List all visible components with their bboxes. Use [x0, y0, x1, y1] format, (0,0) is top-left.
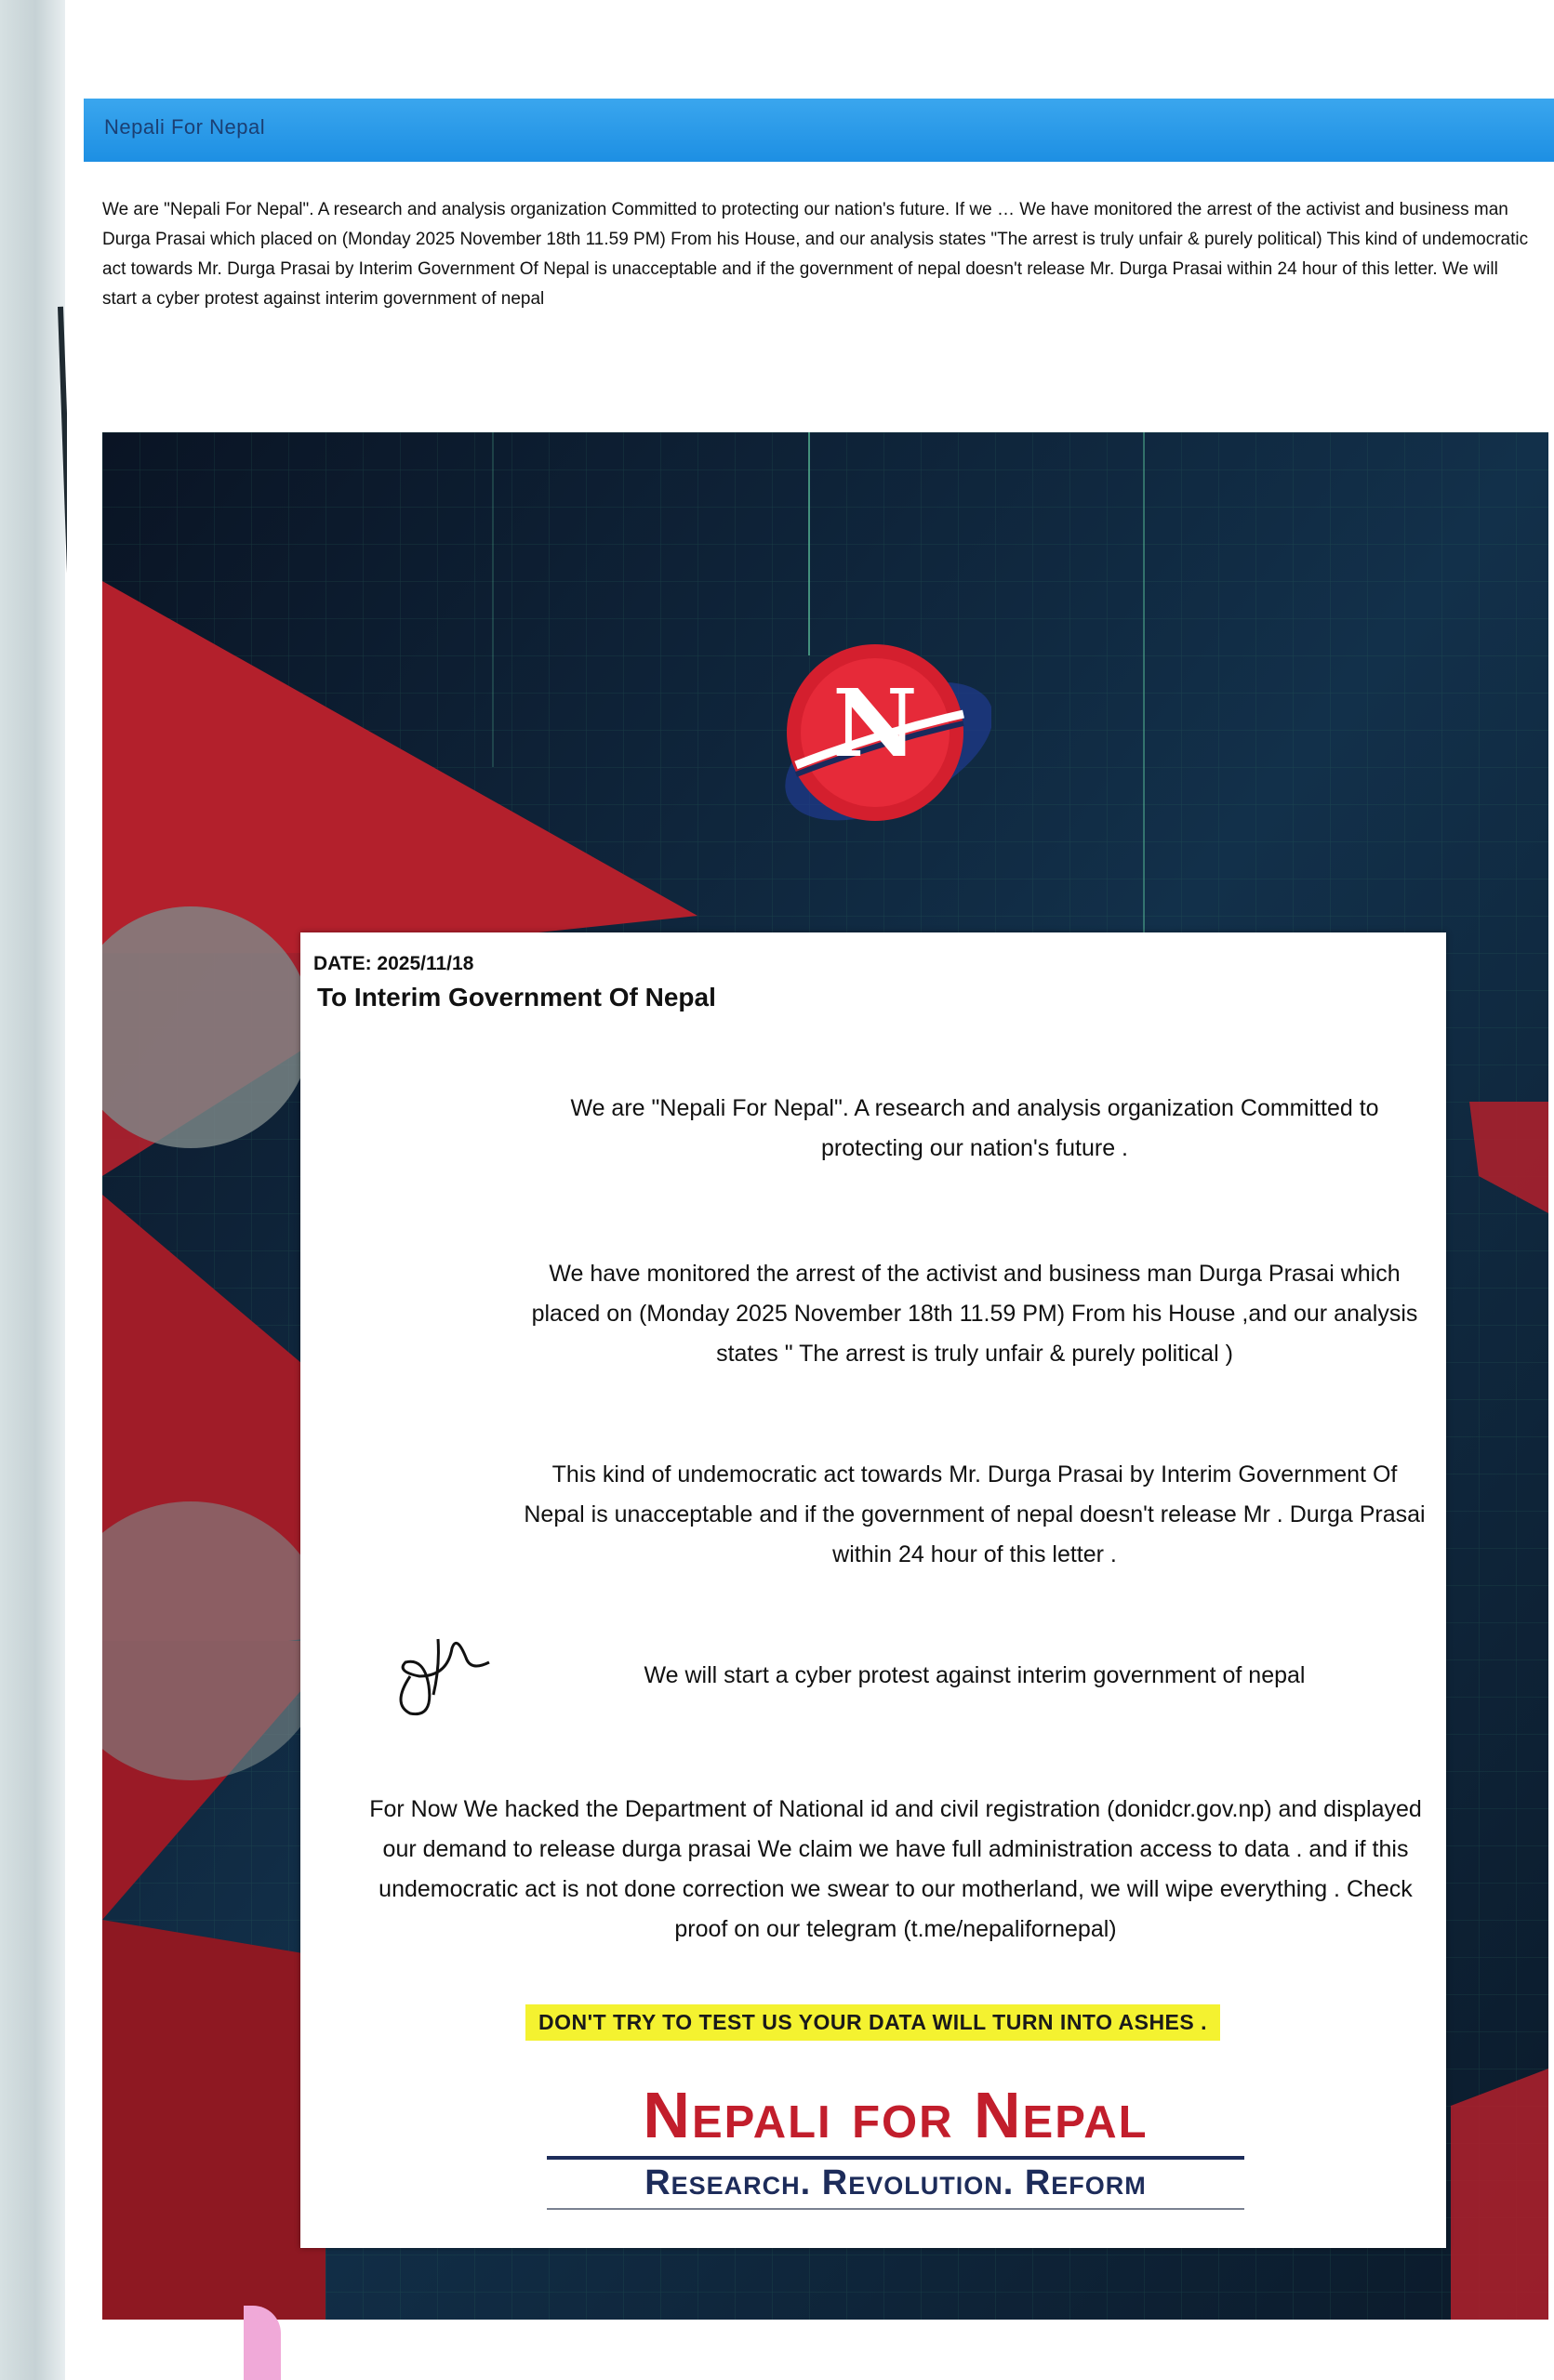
n-circle-logo-icon [768, 626, 991, 849]
letter-date: DATE: 2025/11/18 [313, 953, 474, 974]
letter-paragraph-1: We are "Nepali For Nepal". A research and analysis organization Committed to protecting our nation's future . [570, 1095, 1379, 1161]
letter-card [300, 932, 1446, 2248]
letter-paragraph-2: We have monitored the arrest of the activist and business man Durga Prasai which placed on (Monday 2025 November 18th 11.59 PM) From his House ,and our analysis states " The arrest is truly unfair & purely political ) [531, 1261, 1418, 1367]
pink-object [244, 2306, 281, 2380]
brand-underline [547, 2208, 1244, 2210]
brand-tagline: Research. Revolution. Reform [644, 2163, 1147, 2202]
letter-recipient: To Interim Government Of Nepal [317, 983, 716, 1012]
letter-paragraph-3: This kind of undemocratic act towards Mr. Durga Prasai by Interim Government Of Nepal is unacceptable and if the government of nepal doesn't release Mr . Durga Prasai within 24 hour of this letter . [524, 1461, 1426, 1567]
letter-paragraph-5: For Now We hacked the Department of National id and civil registration (donidcr.gov.np) and displayed our demand to release durga prasai We claim we have full administration access to data . and if this undemocratic act is not done correction we swear to our motherland, we will wipe everything . Check proof on our telegram (t.me/nepalifornepal) [369, 1796, 1422, 1942]
signature-icon [382, 1620, 503, 1723]
letter-paragraph-4: We will start a cyber protest against interim government of nepal [644, 1662, 1306, 1688]
warning-highlight: DON'T TRY TO TEST US YOUR DATA WILL TURN INTO ASHES . [525, 2004, 1220, 2041]
intro-text: We are "Nepali For Nepal". A research and analysis organization Committed to protecting our nation's future. If we … We have monitored the arrest of the activist and business man Durga Prasai which placed on (Monday 2025 November 18th 11.59 PM) From his House, and our analysis states "The arrest is truly unfair & purely political) This kind of undemocratic act towards Mr. Durga Prasai by Interim Government Of Nepal is unacceptable and if the government of nepal doesn't release Mr. Durga Prasai within 24 hour of this letter. We will start a cyber protest against interim government of nepal [102, 200, 1529, 309]
brand-divider [547, 2156, 1244, 2160]
brand-name: Nepali for Nepal [643, 2079, 1149, 2151]
header-title: Nepali For Nepal [104, 115, 266, 139]
logo-letter: N [832, 668, 918, 778]
header-bar [84, 99, 1554, 162]
screen-left-edge [0, 0, 65, 2380]
letter-poster [102, 432, 1548, 2320]
